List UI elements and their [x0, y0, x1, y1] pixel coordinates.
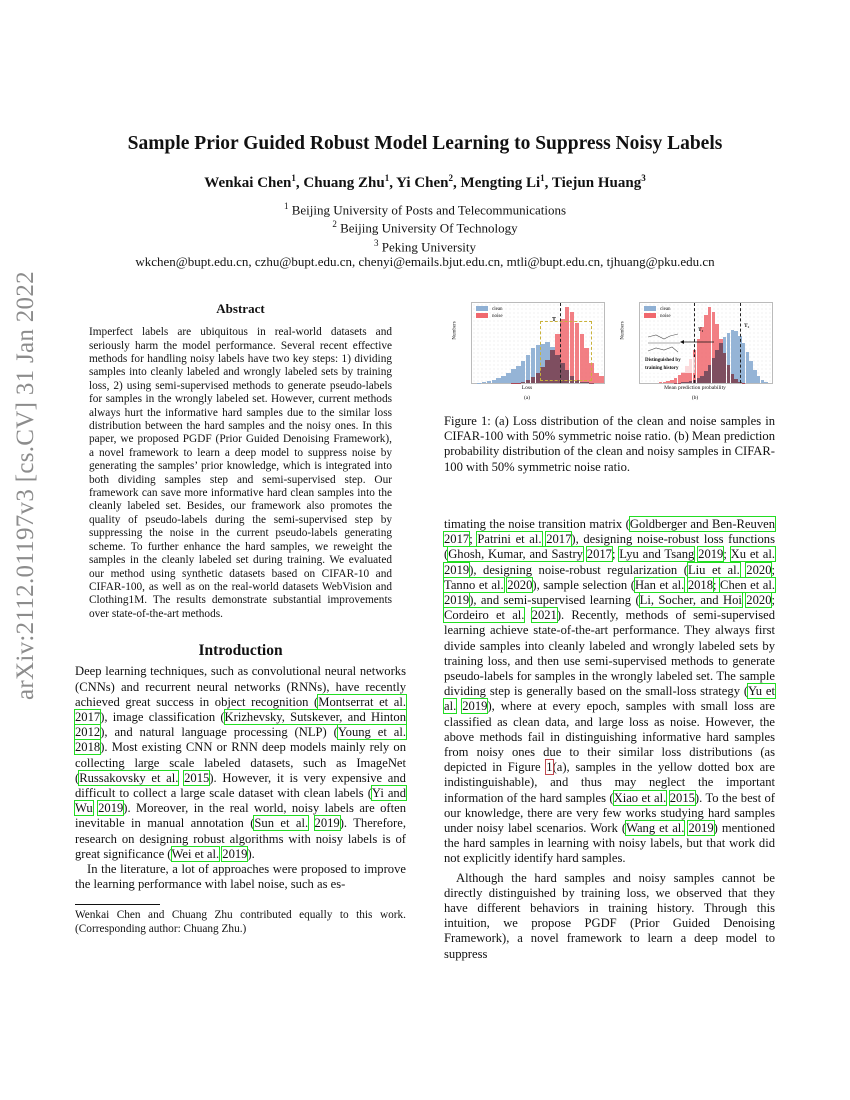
clean-bar	[757, 376, 760, 383]
author-name: Yi Chen	[396, 175, 449, 191]
citation-link[interactable]: Goldberger and Ben-Reuven	[629, 517, 775, 531]
citation-link[interactable]: Tanno et al.	[444, 577, 504, 592]
yellow-dotted-box	[540, 321, 592, 381]
overlap-bar	[584, 382, 589, 383]
panel-a-plot	[471, 302, 605, 384]
citation-link[interactable]: 2019	[462, 699, 488, 714]
figure-reference-link[interactable]: 1	[546, 760, 553, 775]
affiliation-3: $^3$ Peking University	[374, 237, 476, 254]
affiliation-2: $^2$ Beijing University Of Technology	[332, 219, 518, 236]
citation-link[interactable]: Li, Socher, and Hoi	[639, 593, 742, 608]
clean-bar	[521, 361, 526, 383]
citation-link[interactable]: 2018	[687, 577, 714, 592]
footnote: Wenkai Chen and Chuang Zhu contributed equally to this work. (Corresponding author: Chuang Zhu.)	[75, 909, 406, 935]
citation-link[interactable]: Patrini et al.	[477, 532, 542, 547]
citation-link[interactable]: Xu et al.	[730, 547, 775, 562]
author-name: Tiejun Huang	[551, 175, 642, 191]
clean-bar	[764, 382, 767, 383]
abstract-heading: Abstract	[216, 301, 265, 316]
intro-paragraph-2-continued: timating the noise transition matrix (Goldberger and Ben-Reuven 2017; Patrini et al. 2017), designing noise-robust loss functions (Ghosh, Kumar, and Sastry 2017; Lyu and Tsang 2019; Xu et al. 2019), designing noise-robust regularization (Liu et al. 2020; Tanno et al. 2020), sample selection (Han et al. 2018; Chen et al. 2019), and semi-supervised learning (Li, Socher, and Hoi 2020; Cordeiro et al. 2021). Recently, methods of semi-supervised learning achieve state-of-the-art performance. They always first divide samples into cleanly labeled and wrongly labeled sets by training loss, and then use semi-supervised methods to generate pseudo-labels for samples in the wrongly labeled set. The sample dividing step is generally based on the small-loss strategy (Yu et al. 2019), where at every epoch, samples with small loss are classified as clean data, and large loss as noise. However, the above methods fail in distinguishing informative hard samples from noisy ones due to their similar loss distributions (as depicted in Figure 1(a), samples in the yellow dotted box are indistinguishable), and thus may neglect the important information of the hard samples (Xiao et al. 2015). To the best of our knowledge, there are very few works studying hard samples under noisy label scenarios. Work (Wang et al. 2019) mentioned the hard samples in learning with noisy labels, but that work did not explicitly identify hard samples.	[444, 517, 776, 866]
citation-link[interactable]: 2020	[507, 577, 533, 592]
author-emails: wkchen@bupt.edu.cn, czhu@bupt.edu.cn, chenyi@emails.bjut.edu.cn, mtli@bupt.edu.cn, tjhuang@pku.edu.cn	[135, 253, 715, 269]
panel-a-sublabel: (a)	[523, 395, 531, 401]
training-history-annotation: Distinguished by training history	[645, 357, 695, 373]
citation-link[interactable]: 2017	[586, 547, 612, 562]
clean-bar	[753, 370, 756, 383]
right-column	[444, 517, 775, 962]
clean-bar	[482, 382, 487, 383]
overlap-bar	[521, 382, 526, 383]
clean-bar	[506, 373, 511, 383]
author-name: Wenkai Chen	[204, 175, 292, 191]
citation-link[interactable]: 2017	[444, 532, 470, 547]
noise-bar	[599, 376, 604, 383]
clean-bar	[496, 378, 501, 383]
paper-title: Sample Prior Guided Robust Model Learning to Suppress Noisy Labels	[127, 133, 723, 154]
panel-b-ylabel: Numbers	[620, 321, 626, 340]
citation-link[interactable]: 2019	[444, 562, 470, 577]
clean-bar	[746, 352, 749, 383]
clean-bar	[742, 343, 745, 383]
panel-b-xlabel: Mean prediction probability	[664, 385, 726, 391]
training-history-icon	[646, 331, 682, 357]
citation-link[interactable]: 2012	[75, 725, 101, 740]
citation-link[interactable]: Krizhevsky, Sutskever, and Hinton	[224, 709, 407, 724]
overlap-bar	[580, 382, 585, 383]
affiliation-1: $^1$ Beijing University of Posts and Telecommunications	[283, 201, 567, 218]
overlap-bar	[531, 377, 536, 383]
citation-link[interactable]: Yu et al.	[444, 684, 775, 714]
clean-bar	[511, 369, 516, 383]
affiliations	[0, 199, 850, 269]
citation-link[interactable]: 2020	[746, 593, 772, 608]
citation-link[interactable]: 2020	[746, 562, 772, 577]
citation-link[interactable]: 2019	[688, 821, 714, 836]
panel-b-legend: clean noise	[644, 306, 671, 320]
clean-bar	[734, 331, 737, 383]
citation-link[interactable]: 2015	[669, 790, 695, 805]
clean-bar	[492, 380, 497, 383]
citation-link[interactable]: Chen et al.	[720, 577, 776, 592]
overlap-bar	[526, 380, 531, 383]
arxiv-identifier-stamp: arXiv:2112.01197v3 [cs.CV] 31 Jan 2022	[12, 271, 39, 700]
clean-bar	[526, 355, 531, 383]
citation-link[interactable]: 2018	[75, 740, 101, 755]
citation-link[interactable]: Russakovsky et al.	[79, 770, 179, 785]
left-arrow-icon	[680, 339, 716, 345]
clean-bar	[761, 380, 764, 383]
citation-link[interactable]: Wang et al.	[626, 821, 685, 836]
figure-panel-b	[615, 298, 775, 406]
citation-link[interactable]: 2015	[184, 770, 210, 785]
citation-link[interactable]: Cordeiro et al.	[444, 608, 525, 623]
author-list: Wenkai Chen$^1$, Chuang Zhu$^1$, Yi Chen$^2$, Mengting Li$^1$, Tiejun Huang$^3$	[204, 173, 646, 191]
noise-bar	[666, 381, 669, 383]
citation-link[interactable]: 2021	[531, 608, 557, 623]
citation-link[interactable]: Montserrat et al.	[318, 694, 406, 709]
intro-paragraph-2-start: In the literature, a lot of approaches were proposed to improve the learning performance with label noise, such as es-	[75, 861, 406, 892]
citation-link[interactable]: Liu et al.	[687, 562, 740, 577]
citation-link[interactable]: 2019	[314, 816, 340, 831]
author-name: Chuang Zhu	[303, 175, 385, 191]
citation-link[interactable]: Lyu and Tsang	[619, 547, 695, 562]
intro-paragraph-3: Although the hard samples and noisy samples cannot be directly distinguished by training loss, we observed that they have different behaviors in training history. Through this intuition, we propose PGDF (Prior Guided Denoising Framework), a novel framework to learn a deep model to suppress	[444, 870, 775, 961]
threshold-label-T2: T₂	[744, 323, 750, 329]
threshold-line-T	[560, 303, 561, 383]
citation-link[interactable]: Ghosh, Kumar, and Sastry	[448, 547, 583, 562]
citation-link[interactable]: 2017	[75, 709, 101, 724]
citation-link[interactable]: 2019	[98, 801, 124, 816]
citation-link[interactable]: 2019	[444, 593, 470, 608]
introduction-heading: Introduction	[198, 642, 283, 660]
noise-bar	[659, 382, 662, 383]
panel-a-xlabel: Loss	[521, 385, 533, 391]
clean-bar	[749, 361, 752, 383]
threshold-label-T: T	[552, 317, 557, 323]
citation-link[interactable]: Xiao et al.	[613, 790, 667, 805]
citation-link[interactable]: Young et al.	[337, 725, 406, 740]
panel-a-ylabel: Numbers	[452, 321, 458, 340]
citation-link[interactable]: 2017	[546, 532, 572, 547]
figure-1-caption: Figure 1: (a) Loss distribution of the clean and noise samples in CIFAR-100 with 50% symmetric noise ratio. (b) Mean prediction probability distribution of the clean and noisy samples in CIFAR-100 with 50% symmetric noise ratio.	[444, 414, 775, 474]
panel-a-legend: clean noise	[476, 306, 503, 320]
noise-bar	[663, 382, 666, 383]
citation-link[interactable]: 2019	[698, 547, 724, 562]
citation-link[interactable]: Sun et al.	[254, 816, 309, 831]
figure-1	[447, 298, 777, 406]
citation-link[interactable]: Han et al.	[634, 577, 685, 592]
intro-paragraph-1: Deep learning techniques, such as convolutional neural networks (CNNs) and recurrent neural networks (RNNs), have recently achieved great success in object recognition (Montserrat et al. 2017), image classification (Krizhevsky, Sutskever, and Hinton 2012), and natural language processing (NLP) (Young et al. 2018). Most existing CNN or RNN deep models mainly rely on collecting large scale labeled datasets, such as ImageNet (Russakovsky et al. 2015). However, it is very expensive and difficult to collect a large scale dataset with clean labels (Yi and Wu 2019). Moreover, in the real world, noisy labels are often inevitable in manual annotation (Sun et al. 2019). Therefore, research on designing robust algorithms with noisy labels is of great significance (Wei et al. 2019).	[75, 664, 407, 861]
panel-b-plot	[639, 302, 773, 384]
abstract-text: Imperfect labels are ubiquitous in real-world datasets and seriously harm the model performance. Several recent effective methods for handling noisy labels have two key steps: 1) dividing samples into cleanly labeled and wrongly labeled sets by training loss, 2) using semi-supervised methods to generate pseudo-labels for samples in the wrongly labeled set. However, current methods always hurt the informative hard samples due to the similar loss distribution between the hard samples and the noisy ones. In this paper, we proposed PGDF (Prior Guided Denoising Framework), a novel framework to learn a deep model to suppress noise by generating the samples’ prior knowledge, which is integrated into both dividing samples step and semi-supervised step. Our framework can save more informative hard clean samples into the cleanly labeled set. Besides, our framework also promotes the quality of pseudo-labels during the semi-supervised step by suppressing the noise in the current pseudo-labels generating scheme. To further enhance the hard samples, we reweight the samples in the cleanly labeled set during training. We evaluated our method using synthetic datasets based on CIFAR-10 and CIFAR-100, as well as on the real-world datasets WebVision and Clothing1M. The results demonstrate substantial improvements over state-of-the-art methods.	[89, 326, 392, 620]
threshold-line-T2	[740, 303, 741, 383]
author-name: Mengting Li	[460, 175, 541, 191]
figure-panel-a	[447, 298, 607, 406]
citation-link[interactable]: Yi and Wu	[75, 785, 407, 816]
citation-link[interactable]: 2019	[222, 846, 248, 861]
clean-bar	[487, 381, 492, 383]
footnote-divider	[75, 904, 160, 905]
threshold-label-T1: T₁	[698, 327, 704, 333]
clean-bar	[501, 376, 506, 383]
left-column	[75, 301, 406, 936]
clean-bar	[516, 366, 521, 383]
noise-bar	[594, 373, 599, 383]
panel-b-sublabel: (b)	[691, 395, 699, 401]
citation-link[interactable]: Wei et al.	[171, 846, 220, 861]
